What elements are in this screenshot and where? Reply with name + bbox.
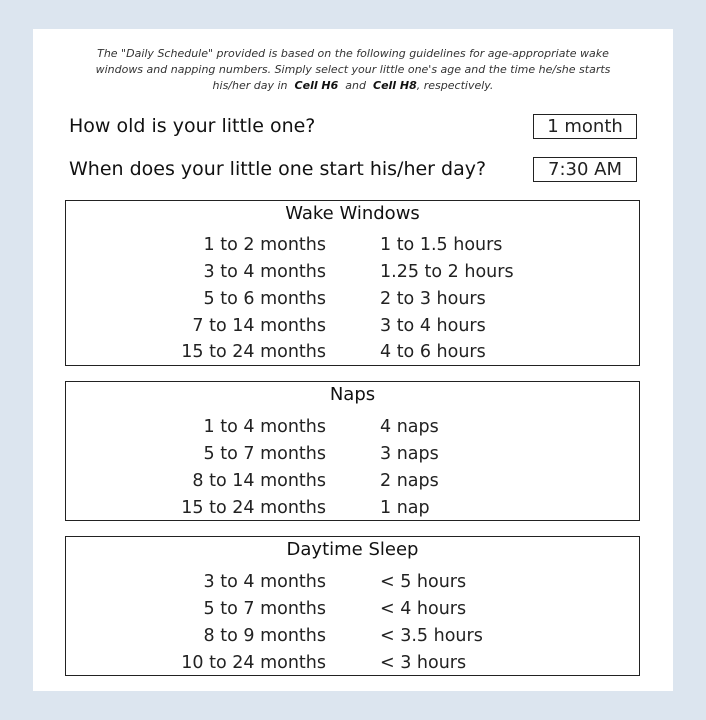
age-range: 3 to 4 months: [203, 262, 326, 282]
wake-window-value: 4 to 6 hours: [380, 342, 486, 362]
intro-cell-h6: Cell H6: [294, 79, 339, 92]
table-row: [66, 286, 639, 313]
wake-window-value: 3 to 4 hours: [380, 316, 486, 336]
wake-windows-title: Wake Windows: [285, 203, 420, 224]
wake-windows-table: [65, 200, 640, 366]
daytime-sleep-value: < 3.5 hours: [380, 626, 483, 646]
wake-window-value: 2 to 3 hours: [380, 289, 486, 309]
naps-value: 1 nap: [380, 498, 430, 518]
naps-value: 4 naps: [380, 417, 439, 437]
table-row: [66, 441, 639, 468]
schedule-sheet: [33, 29, 673, 691]
daytime-sleep-value: < 3 hours: [380, 653, 467, 673]
age-range: 5 to 7 months: [203, 599, 326, 619]
start-time-question-label: When does your little one start his/her day?: [69, 158, 487, 180]
daytime-sleep-title: Daytime Sleep: [286, 539, 419, 560]
start-time-input-cell[interactable]: 7:30 AM: [533, 157, 637, 182]
intro-line-3: [73, 78, 633, 94]
table-row: [66, 339, 639, 366]
intro-line-3-a: his/her day in: [212, 79, 288, 92]
naps-value: 3 naps: [380, 444, 439, 464]
table-row: [66, 623, 639, 650]
intro-line-3-c: , respectively.: [416, 79, 494, 92]
table-row: [66, 414, 639, 441]
table-row: [66, 596, 639, 623]
table-row: [66, 468, 639, 495]
age-range: 10 to 24 months: [181, 653, 326, 673]
age-range: 8 to 14 months: [192, 471, 326, 491]
age-range: 5 to 6 months: [203, 289, 326, 309]
table-row: [66, 569, 639, 596]
table-row: [66, 313, 639, 340]
table-row: [66, 232, 639, 259]
age-range: 1 to 4 months: [203, 417, 326, 437]
intro-line-2: windows and napping numbers. Simply select your little one's age and the time he/she starts: [95, 63, 611, 76]
age-range: 8 to 9 months: [203, 626, 326, 646]
table-row: [66, 650, 639, 677]
age-question-label: How old is your little one?: [69, 115, 316, 137]
age-range: 1 to 2 months: [203, 235, 326, 255]
daytime-sleep-value: < 5 hours: [380, 572, 467, 592]
age-range: 7 to 14 months: [192, 316, 326, 336]
naps-table: [65, 381, 640, 521]
age-range: 3 to 4 months: [203, 572, 326, 592]
table-row: [66, 259, 639, 286]
age-range: 5 to 7 months: [203, 444, 326, 464]
intro-cell-h8: Cell H8: [373, 79, 417, 92]
age-range: 15 to 24 months: [181, 342, 326, 362]
age-range: 15 to 24 months: [181, 498, 326, 518]
intro-line-3-b: and: [345, 79, 366, 92]
daytime-sleep-table: [65, 536, 640, 676]
age-input-cell[interactable]: 1 month: [533, 114, 637, 139]
intro-text: [73, 46, 633, 94]
naps-title: Naps: [329, 384, 376, 405]
daytime-sleep-value: < 4 hours: [380, 599, 467, 619]
naps-value: 2 naps: [380, 471, 439, 491]
wake-window-value: 1.25 to 2 hours: [380, 262, 514, 282]
table-row: [66, 495, 639, 522]
wake-window-value: 1 to 1.5 hours: [380, 235, 503, 255]
intro-line-1: The "Daily Schedule" provided is based on the following guidelines for age-appropriate wake: [97, 47, 609, 60]
